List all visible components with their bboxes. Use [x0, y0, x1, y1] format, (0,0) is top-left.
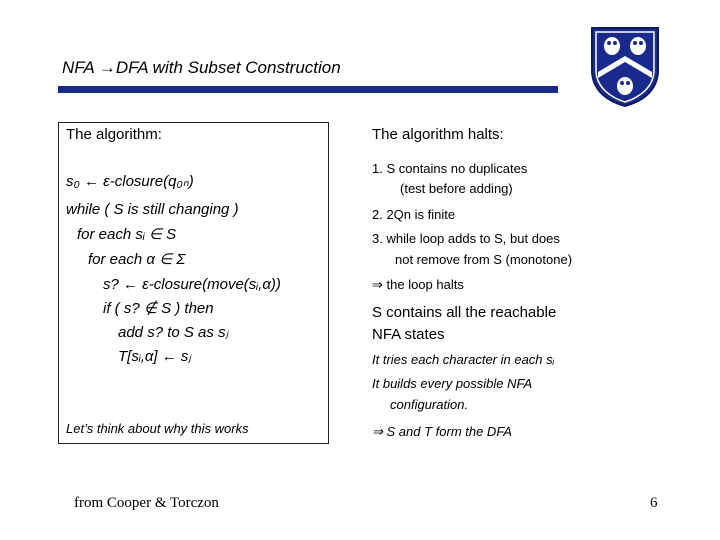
halts-item-2: 2. 2Qn is finite: [372, 207, 456, 222]
owl-shield-logo-icon: [590, 26, 660, 108]
algorithm-line-for-alpha: for each α ∈ Σ: [88, 251, 186, 268]
halts-item-3b: not remove from S (monotone): [395, 252, 573, 267]
algorithm-line-while: while ( S is still changing ): [66, 201, 239, 218]
title-rule: [58, 86, 558, 93]
slide-title: [62, 58, 341, 78]
halts-item-1: 1. S contains no duplicates: [372, 161, 528, 176]
why-note: Let’s think about why this works: [66, 421, 249, 436]
algorithm-line-transition: T[sᵢ,α] ← sⱼ: [118, 348, 192, 365]
builds-line-2: configuration.: [390, 397, 469, 412]
reachable-line-2: NFA states: [372, 326, 445, 343]
algorithm-line-init: s₀ ← ε-closure(q₀ₙ): [66, 173, 194, 190]
halts-heading: The algorithm halts:: [372, 126, 504, 143]
algorithm-line-add: add s? to S as sⱼ: [118, 324, 229, 341]
halts-item-3: 3. while loop adds to S, but does: [372, 231, 560, 246]
form-line: ⇒ S and T form the DFA: [372, 424, 512, 439]
page-number: 6: [650, 495, 658, 511]
reachable-line-1: S contains all the reachable: [372, 304, 557, 321]
title-text: NFA →DFA with Subset Construction: [62, 58, 341, 77]
halts-conclusion: ⇒ the loop halts: [372, 277, 464, 292]
footer-credit: from Cooper & Torczon: [74, 495, 219, 511]
algorithm-line-if: if ( s? ∉ S ) then: [103, 300, 214, 317]
builds-line: It builds every possible NFA: [372, 376, 533, 391]
halts-item-1b: (test before adding): [400, 181, 513, 196]
algorithm-line-closure: s? ← ε-closure(move(sᵢ,α)): [103, 276, 281, 293]
algorithm-line-for-si: for each sᵢ ∈ S: [77, 226, 177, 243]
algorithm-heading: The algorithm:: [66, 126, 162, 143]
tries-line: It tries each character in each sᵢ: [372, 352, 555, 367]
